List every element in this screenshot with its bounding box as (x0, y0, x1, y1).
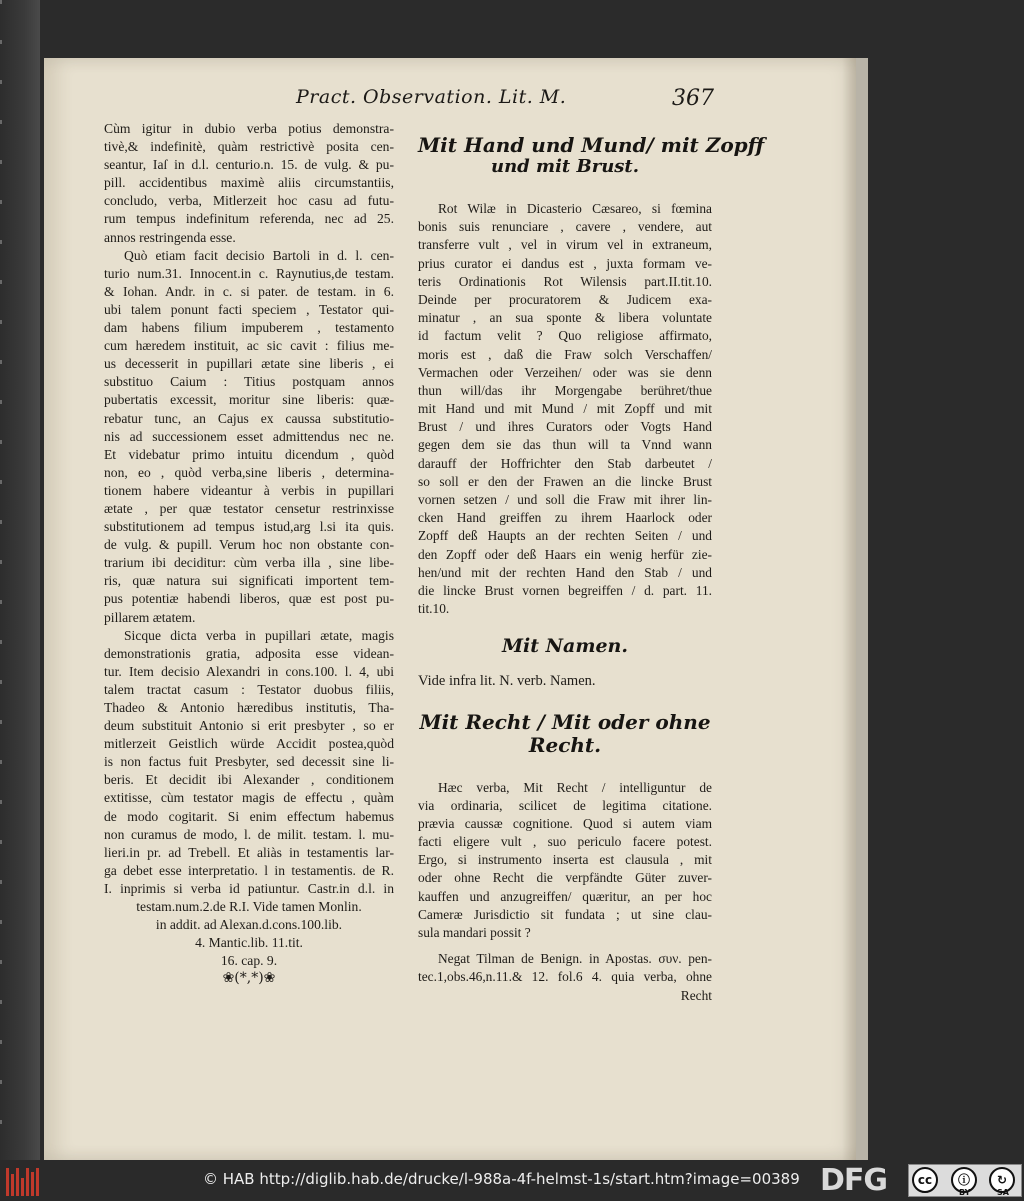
dfg-logo: DFG (820, 1163, 888, 1198)
text-line: transferre vult , vel in virum vel in extraneum, (418, 237, 712, 253)
section-heading: Mit Hand und Mund/ mit Zopff (418, 133, 765, 157)
text-line: mitlerzeit Geistlich würde Accidit postea,quòd (104, 736, 394, 752)
text-line: in addit. ad Alexan.d.cons.100.lib. (155, 917, 343, 933)
text-line: prius curator ei dandus est , juxta formam ve- (418, 255, 712, 271)
text-line: Negat Tilman de Benign. in Apostas. συν. pen- (438, 951, 712, 967)
text-line: cken Hand greiffen zu ihrem Haarlock oder (418, 510, 712, 526)
text-line: tur. Item decisio Alexandri in cons.100. l. 4, ubi (104, 663, 394, 679)
text-line: thun will/das ihr Morgengabe berühret/thue (418, 382, 712, 398)
text-line: sula mandari possit ? (418, 925, 531, 940)
text-line: cum hæredem instituit, ac sic cavit : filius me- (104, 338, 394, 354)
hab-logo-icon (6, 1164, 40, 1196)
text-line: Zopff deß Haupts an der rechten Seiten / und (418, 528, 712, 544)
text-line: non curamus de modo, l. de milit. testam. l. mu- (104, 826, 394, 842)
text-line: deum substituit Antonio si erit presbyter , so er (104, 718, 394, 734)
text-line: hen/und mit der rechten Hand den Stab / und (418, 564, 712, 580)
text-line: is non factus fuit Presbyter, sed decessit sine li- (104, 754, 394, 770)
text-line: teris Ordinationis Rot Wilensis part.II.tit.10. (418, 273, 712, 289)
text-line: Deinde per procuratorem & Judicem exa- (418, 291, 712, 307)
text-line: dam habens filium impuberem , testamento (104, 320, 394, 336)
page-number: 367 (672, 86, 714, 111)
text-line: vornen setzen / und soll die Fraw mit ihrer lin- (418, 492, 712, 507)
text-line: facti eligere vult , suo periculo facere potest. (418, 834, 712, 850)
text-line: tionem habere videantur à verbis in pupillari (104, 482, 394, 498)
text-line: Hæc verba, Mit Recht / intelliguntur de (438, 779, 712, 795)
text-line: Sicque dicta verba in pupillari ætate, magis (124, 627, 394, 643)
text-line: pillarem ætatem. (104, 609, 196, 625)
text-line: trarium ibi deciditur: cùm verba illa , sine libe- (104, 555, 394, 571)
text-line: Ergo, si instrumento inserta est clausula , mit (418, 852, 712, 868)
printers-ornament: ❀(*,*)❀ (222, 970, 276, 987)
text-line: minatur , an sua sponte & libera voluntate (418, 310, 712, 326)
text-line: turio num.31. Innocent.in c. Raynutius,de testam. (104, 265, 394, 281)
text-line: concludo, verba, Mitlerzeit hoc casu ad futu- (104, 193, 394, 209)
text-line: ætate , per quæ testator censetur restrinxisse (104, 500, 394, 516)
text-line: Quò etiam facit decisio Bartoli in d. l. cen- (124, 247, 394, 263)
section-heading: Mit Namen. (502, 635, 628, 658)
text-line: so soll er den der Frawen an die lincke Brust (418, 473, 712, 489)
text-line: I. inprimis si verba id patiuntur. Castr.in d.l. in (104, 880, 394, 896)
text-line: die lincke Brust vornen begreiffen / d. part. 11. (418, 582, 712, 598)
text-line: Cùm igitur in dubio verba potius demonstra- (104, 121, 394, 136)
section-heading: Recht. (528, 732, 602, 757)
text-line: nis ad successionem esset admittendus nec ne. (104, 428, 394, 444)
left-column (104, 120, 394, 986)
text-line: id factum velit ? Quo religiose affirmato, (418, 328, 712, 344)
text-line: Cameræ Jurisdictio sit fundata ; ut sine clau- (418, 906, 712, 922)
text-line: Thadeo & Antonio hæredibus institutis, Tha- (104, 700, 394, 715)
page-edge (856, 58, 868, 1160)
text-line: 16. cap. 9. (220, 953, 278, 969)
scan-ruler (0, 0, 2, 1160)
text-line: annos restringenda esse. (104, 229, 236, 245)
text-line: rebatur tunc, an Cajus ex caussa substitutio- (104, 410, 394, 426)
text-line: de vulg. & pupill. Verum hoc non obstante con- (104, 537, 394, 553)
share-alike-icon: ↻ (989, 1167, 1015, 1193)
text-line: gegen dem sie das thun will ta Vnnd wann (418, 437, 712, 453)
running-head: Pract. Observation. Lit. M. (296, 86, 567, 108)
attribution-icon: ⓘ (951, 1167, 977, 1193)
text-line: bonis suis renunciare , cavere , vendere, aut (418, 219, 712, 235)
text-line: ubi talem ponunt facti speciem , Testator qui- (104, 301, 394, 317)
section-heading: Mit Recht / Mit oder ohne (419, 709, 711, 734)
text-line: tit.10. (418, 601, 450, 617)
text-line: kauffen und anzugreiffen/ quæritur, an per hoc (418, 888, 712, 904)
sa-label: SA (997, 1188, 1009, 1197)
text-line: prævia caussæ cognitione. Quod si autem viam (418, 815, 712, 831)
text-line: seantur, Iaſ in d.l. centurio.n. 15. de vulg. & pu- (104, 157, 394, 173)
text-line: substitutionem ad tempus istud,arg l.si ita quis. (104, 519, 394, 535)
by-label: BY (959, 1188, 971, 1197)
text-line: lieri.in pr. ad Trebell. Et aliàs in testamentis lar- (104, 844, 394, 860)
viewer-footer (0, 1160, 1024, 1201)
text-line: demonstrationis gratia, adposita esse videan- (104, 645, 394, 661)
right-column (418, 133, 765, 1005)
text-line: via ordinaria, scilicet de legitima citatione. (418, 797, 712, 813)
text-line: pubertatis excessit, moritur sine liberis: quæ- (104, 392, 394, 408)
text-line: testam.num.2.de R.I. Vide tamen Monlin. (136, 899, 362, 915)
text-line: den Zopff oder deß Haars ein wenig herfür zie- (418, 546, 712, 562)
text-line: ga debet esse interpretatio. l in testamentis. de R. (104, 862, 394, 878)
text-line: de modo cogitarit. Si enim effectum habemus (104, 808, 394, 824)
text-line: pill. accidentibus maximè aliis circumstantiis, (104, 175, 394, 191)
text-line: beris. Et decidit ibi Alexander , conditionem (104, 772, 394, 788)
text-line: darauff der Hoffrichter den Stab darbeutet / (418, 455, 712, 471)
text-line: pus potentiæ habendi liberos, quæ est post pu- (104, 591, 394, 607)
text-line: tec.1,obs.46,n.11.& 12. fol.6 4. quia verba, ohne (418, 969, 712, 985)
text-line: us decesserit in pupillari ætate sine liberis , ei (104, 356, 394, 372)
text-line: Vide infra lit. N. verb. Namen. (418, 673, 596, 690)
text-line: moris est , daß die Fraw solch Verschaffen/ (418, 346, 712, 362)
adjacent-page-edge (0, 0, 40, 1160)
catchword: Recht (680, 987, 712, 1003)
text-line: mit Hand und mit Mund / mit Zopff und mit (418, 401, 712, 417)
text-line: tivè,& indefinitè, quàm restrictivè posita cen- (104, 139, 394, 155)
cc-icon: cc (912, 1167, 938, 1193)
source-credit-link[interactable]: © HAB http://diglib.hab.de/drucke/l-988a-4f-helmst-1s/start.htm?image=00389 (203, 1170, 800, 1188)
cc-license-badge[interactable] (908, 1164, 1022, 1197)
text-line: Rot Wilæ in Dicasterio Cæsareo, si fœmina (438, 201, 712, 216)
text-line: extitisse, cùm testator magis de effectu , quàm (104, 790, 394, 806)
text-line: talem tractat casum : Testator duobus filiis, (104, 681, 394, 697)
text-line: non, eo , quòd verba,sine liberis , determina- (104, 464, 394, 480)
text-line: oder ohne Recht die verpfändte Güter zuver- (418, 870, 712, 886)
text-line: Brust / und ihres Curators oder Vogts Hand (418, 419, 712, 435)
text-line: Et videbatur primo intuitu dicendum , quòd (104, 446, 394, 462)
text-line: substituo Caium : Titius postquam annos (104, 374, 394, 390)
text-line: & Iohan. Andr. in c. si pater. de testam. in 6. (104, 283, 394, 299)
text-line: 4. Mantic.lib. 11.tit. (195, 935, 303, 951)
text-line: ris, quæ natura sui significati importent tem- (104, 573, 394, 589)
section-heading: und mit Brust. (491, 156, 639, 177)
text-line: Vermachen oder Verzeihen/ oder was sie denn (418, 364, 712, 380)
text-line: rum tempus indefinitum referenda, nec ad 25. (104, 211, 394, 227)
